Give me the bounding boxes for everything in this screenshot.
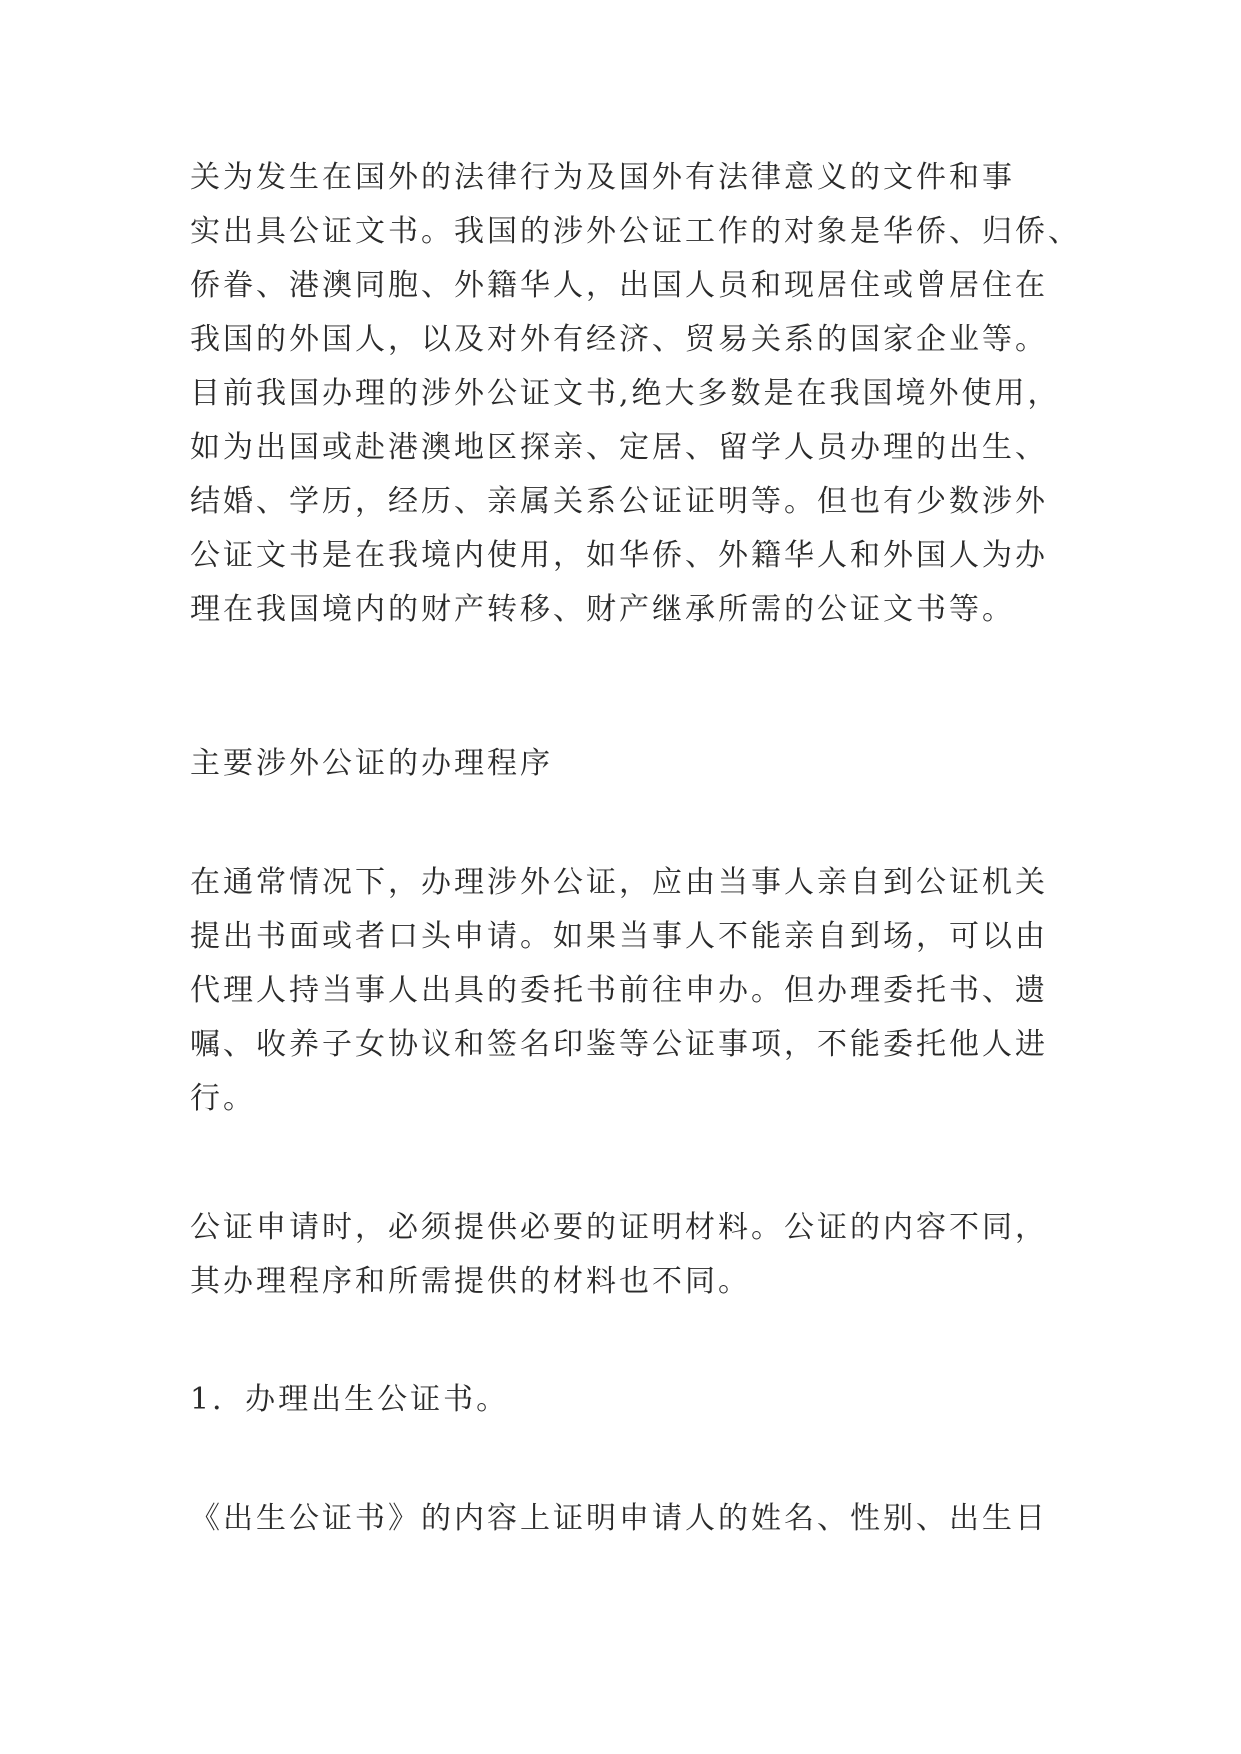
paragraph-line: 理在我国境内的财产转移、财产继承所需的公证文书等。 [190,592,1015,627]
paragraph-line: 我国的外国人，以及对外有经济、贸易关系的国家企业等。 [190,322,1048,357]
paragraph-line: 关为发生在国外的法律行为及国外有法律意义的文件和事 [190,160,1015,195]
paragraph-line: 在通常情况下，办理涉外公证，应由当事人亲自到公证机关 [190,865,1048,900]
paragraph-line: 如为出国或赴港澳地区探亲、定居、留学人员办理的出生、 [190,430,1048,465]
paragraph-materials [190,1201,1070,1309]
paragraph-line: 公证文书是在我境内使用，如华侨、外籍华人和外国人为办 [190,538,1048,573]
section-heading [190,737,1070,791]
paragraph-line: 公证申请时，必须提供必要的证明材料。公证的内容不同， [190,1210,1048,1245]
paragraph-line: 《出生公证书》的内容上证明申请人的姓名、性别、出生日 [190,1501,1048,1536]
paragraph-birth-certificate [190,1492,1070,1546]
paragraph-line: 嘱、收养子女协议和签名印鉴等公证事项，不能委托他人进 [190,1027,1048,1062]
paragraph-application [190,856,1070,1126]
paragraph-line: 目前我国办理的涉外公证文书,绝大多数是在我国境外使用， [190,376,1061,411]
paragraph-line: 提出书面或者口头申请。如果当事人不能亲自到场，可以由 [190,919,1048,954]
list-item-heading [190,1373,1070,1427]
paragraph-intro [190,151,1081,637]
paragraph-line: 代理人持当事人出具的委托书前往申办。但办理委托书、遗 [190,973,1048,1008]
paragraph-line: 行。 [190,1081,256,1116]
paragraph-line: 侨眷、港澳同胞、外籍华人，出国人员和现居住或曾居住在 [190,268,1048,303]
paragraph-line: 结婚、学历，经历、亲属关系公证证明等。但也有少数涉外 [190,484,1048,519]
paragraph-line: 其办理程序和所需提供的材料也不同。 [190,1264,751,1299]
section-heading-text: 主要涉外公证的办理程序 [190,746,553,781]
paragraph-line: 实出具公证文书。我国的涉外公证工作的对象是华侨、归侨、 [190,214,1081,249]
list-item-heading-text: 1．办理出生公证书。 [190,1382,510,1417]
